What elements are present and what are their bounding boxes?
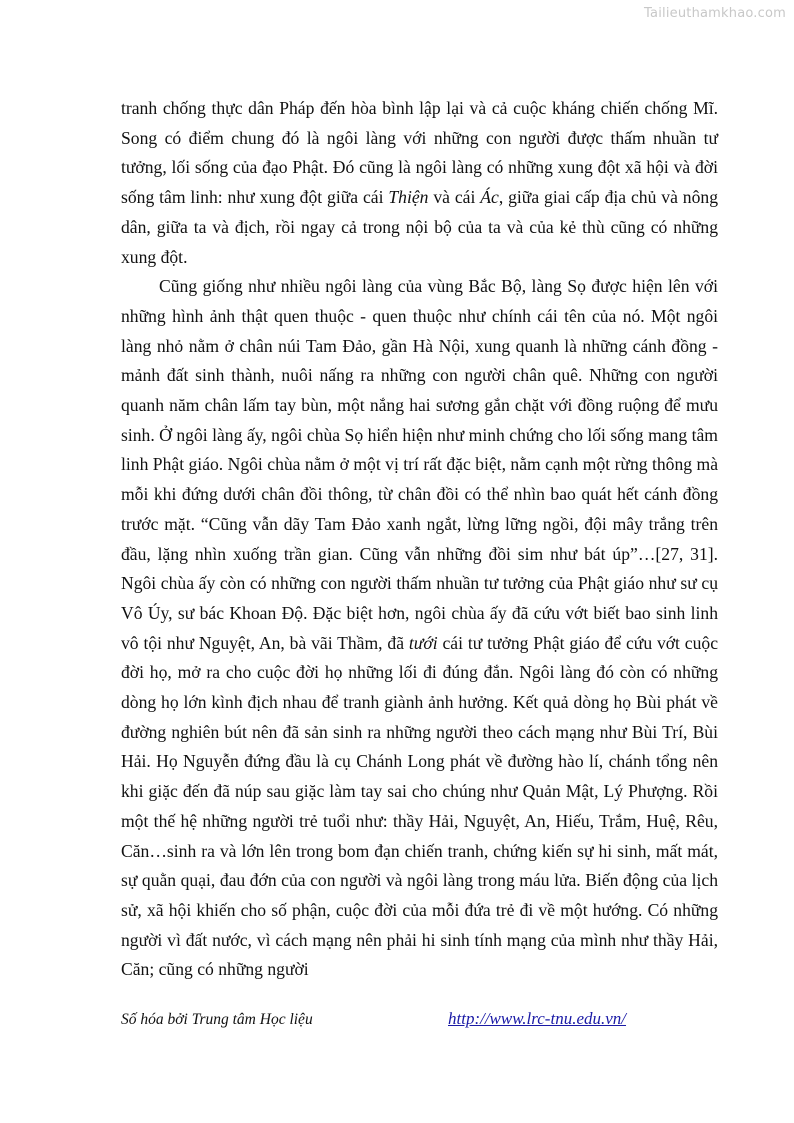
paragraph-2-text-2: cái tư tưởng Phật giáo để cứu vớt cuộc đời họ, mở ra cho cuộc đời họ những lối đi đúng đắn. Ngôi làng đó còn có những dòng họ lớn kình địch nhau để tranh giành ảnh hưởng. Kết quả dòng họ Bùi phát về đường nghiên bút nên đã sản sinh ra những người theo cách mạng như Bùi Trí, Bùi Hải. Họ Nguyễn đứng đầu là cụ Chánh Long phát về đường hào lí, chánh tổng nên khi giặc đến đã núp sau giặc làm tay sai cho chúng như Quản Mật, Lý Phượng. Rồi một thế hệ những người trẻ tuổi như: thầy Hải, Nguyệt, An, Hiếu, Trắm, Huệ, Rêu, Căn…sinh ra và lớn lên trong bom đạn chiến tranh, chứng kiến sự hi sinh, mất mát, sự quằn quại, đau đớn của con người và ngôi làng trong máu lửa. Biến động của lịch sử, xã hội khiến cho số phận, cuộc đời của mỗi đứa trẻ đi về một hướng. Có những người vì đất nước, vì cách mạng nên phải hi sinh tính mạng của mình như thầy Hải, Căn; cũng có những người: [121, 632, 719, 980]
paragraph-1-italic-ac: Ác: [480, 187, 499, 208]
paragraph-2-italic-tuoi: tưới: [408, 632, 438, 653]
paragraph-1-text-2: và cái: [428, 187, 481, 208]
paragraph-1-text-3: , giữa giai cấp địa chủ và nông dân, giữa ta và địch, rồi ngay cả trong nội bộ của ta và của kẻ thù cũng có những xung đột.: [121, 187, 718, 267]
paragraph-2: [121, 272, 718, 985]
footer-digitized-by: Số hóa bởi Trung tâm Học liệu: [121, 1011, 313, 1028]
paragraph-2-text-1: Cũng giống như nhiều ngôi làng của vùng Bắc Bộ, làng Sọ được hiện lên với những hình ảnh thật quen thuộc - quen thuộc như chính cái tên của nó. Một ngôi làng nhỏ nằm ở chân núi Tam Đảo, gần Hà Nội, xung quanh là những cánh đồng - mảnh đất sinh thành, nuôi nấng ra những con người chân quê. Những con người quanh năm chân lấm tay bùn, một nắng hai sương gắn chặt với đồng ruộng để mưu sinh. Ở ngôi làng ấy, ngôi chùa Sọ hiển hiện như minh chứng cho lối sống mang tâm linh Phật giáo. Ngôi chùa nằm ở một vị trí rất đặc biệt, nằm cạnh một rừng thông mà mỗi khi đứng dưới chân đồi thông, từ chân đồi có thể nhìn bao quát hết cánh đồng trước mặt. “Cũng vẫn dãy Tam Đảo xanh ngắt, lừng lững ngồi, đội mây trắng trên đầu, lặng nhìn xuống trần gian. Cũng vẫn những đồi sim như bát úp”…[27, 31]. Ngôi chùa ấy còn có những con người thấm nhuần tư tưởng của Phật giáo như sư cụ Vô Úy, sư bác Khoan Độ. Đặc biệt hơn, ngôi chùa ấy đã cứu vớt biết bao sinh linh vô tội như Nguyệt, An, bà vãi Thầm, đã: [121, 276, 718, 653]
footer-url-link[interactable]: http://www.lrc-tnu.edu.vn/: [448, 1009, 627, 1028]
paragraph-1-italic-thien: Thiện: [388, 187, 429, 208]
page-footer: [121, 1011, 718, 1035]
paragraph-1: [121, 94, 718, 272]
document-body: [121, 94, 718, 985]
paragraph-1-text-1: tranh chống thực dân Pháp đến hòa bình lập lại và cả cuộc kháng chiến chống Mĩ. Song có điểm chung đó là ngôi làng với những con người được thấm nhuần tư tưởng, lối sống của đạo Phật. Đó cũng là ngôi làng có những xung đột xã hội và đời sống tâm linh: như xung đột giữa cái: [121, 98, 718, 208]
watermark-text: Tailieuthamkhao.com: [644, 6, 786, 21]
